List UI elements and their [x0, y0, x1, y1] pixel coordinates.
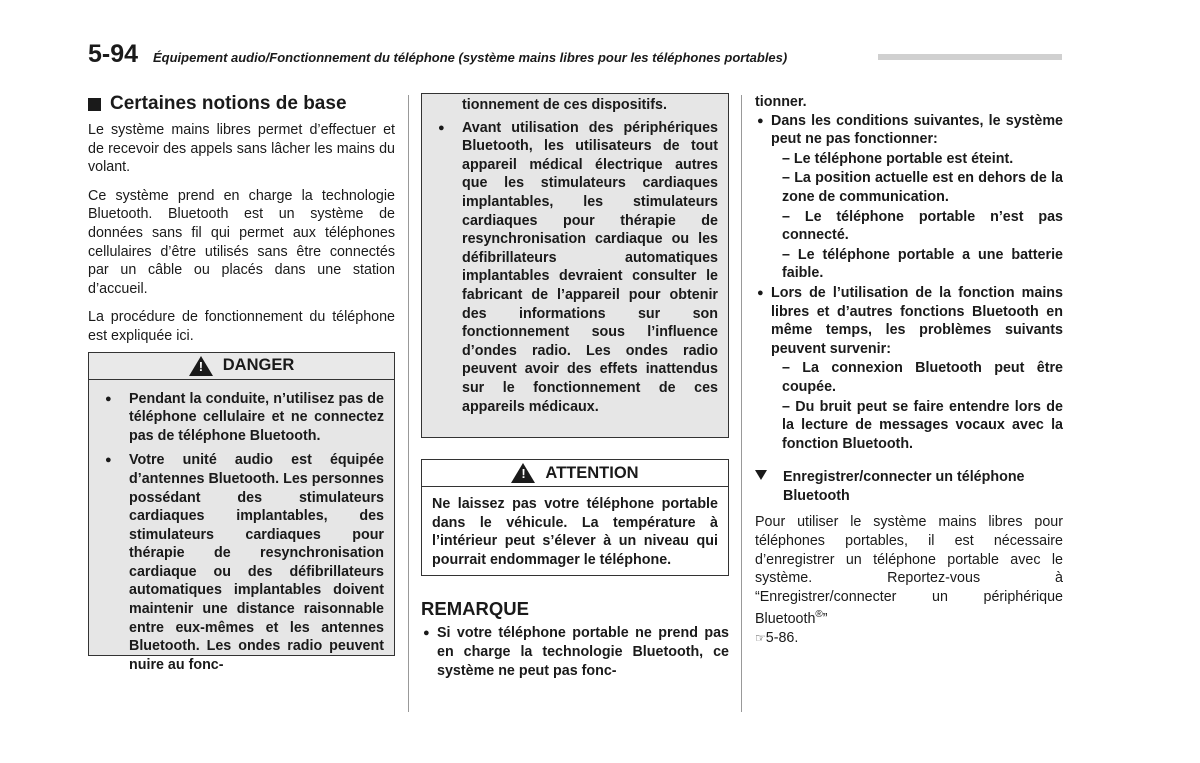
- remark-item-text: Lors de l’utilisation de la fonction mains libres et d’autres fonctions Bluetooth en même temps, les problèmes suivants peuvent survenir:: [771, 284, 1063, 357]
- problem-item: – Du bruit peut se faire entendre lors de la lecture de messages vocaux avec la fonction Bluetooth.: [782, 398, 1063, 452]
- danger-item-text: Pendant la conduite, n’utilisez pas de téléphone cellulaire et ne connectez pas de téléphone Bluetooth.: [129, 390, 384, 444]
- triangle-down-icon: [755, 470, 767, 480]
- attention-box: [421, 487, 729, 576]
- paragraph-procedure: La procédure de fonctionnement du téléphone est expliquée ici.: [88, 309, 395, 344]
- danger-item-continued: [432, 96, 718, 115]
- bullet-icon: ●: [438, 121, 445, 134]
- page-number: 5-94: [88, 40, 139, 68]
- column-3: [755, 93, 1063, 647]
- remark-item: [421, 624, 729, 680]
- condition-item: – Le téléphone portable a une batterie faible.: [782, 246, 1063, 282]
- bullet-icon: ●: [105, 454, 112, 467]
- danger-box-continued: [421, 93, 729, 438]
- bullet-icon: ●: [423, 627, 430, 640]
- danger-item-text: Votre unité audio est équipée d’antennes Bluetooth. Les personnes possédant des stimulateurs cardiaques implantables, des stimulateurs cardiaques pour thérapie de resynchronisation cardiaque ou des défibrillateurs automatiques implantables doivent maintenir une distance raisonnable entre eux-mêmes et les antennes Bluetooth. Les ondes radio peuvent nuire au fonc-: [129, 452, 384, 673]
- column-divider-2: [741, 95, 742, 712]
- danger-label: DANGER: [222, 356, 295, 375]
- section-title: Certaines notions de base: [110, 93, 347, 114]
- attention-text: Ne laissez pas votre téléphone portable dans le véhicule. La température à l’intérieur peut s’élever à un niveau qui pourrait endommager le téléphone.: [432, 496, 718, 568]
- danger-item: [432, 119, 718, 417]
- bullet-icon: ●: [757, 286, 764, 299]
- danger-box: [88, 380, 395, 673]
- warning-triangle-icon: !: [511, 463, 535, 483]
- subsection-text: [755, 513, 1063, 647]
- condition-item: – La position actuelle est en dehors de la zone de communication.: [782, 170, 1063, 205]
- running-title: Équipement audio/Fonctionnement du téléphone (système mains libres pour les téléphones portables): [153, 50, 788, 65]
- paragraph-bluetooth: Ce système prend en charge la technologie Bluetooth. Bluetooth est un système de données sans fil qui permet aux téléphones cellulaires d’être utilisés sans être connectés par un câble ou placés dans une station d’accueil.: [88, 187, 395, 297]
- warning-triangle-icon: !: [189, 356, 213, 376]
- page-reference-icon: ☞: [755, 630, 766, 645]
- bullet-icon: ●: [757, 114, 764, 127]
- attention-label: ATTENTION: [545, 463, 639, 482]
- registered-mark: ®: [815, 609, 823, 621]
- remark-item-text: Si votre téléphone portable ne prend pas en charge la technologie Bluetooth, ce système ne peut pas fonc-: [437, 625, 729, 679]
- column-1: [88, 93, 395, 673]
- danger-header: [88, 352, 395, 380]
- subsection-body: Pour utiliser le système mains libres pour téléphones portables, il est nécessaire d’enregistrer un téléphone portable avec le système. Reportez-vous à “Enregistrer/connecter un périphérique Bluetooth: [755, 514, 1063, 628]
- attention-header: [421, 459, 729, 487]
- page-reference[interactable]: 5-86.: [765, 629, 799, 646]
- remark-item: [755, 112, 1063, 149]
- column-2: [421, 93, 729, 680]
- condition-item: – Le téléphone portable est éteint.: [782, 150, 1014, 167]
- bullet-icon: ●: [105, 392, 112, 405]
- paragraph-intro: Le système mains libres permet d’effectuer et de recevoir des appels sans lâcher les mains du volant.: [88, 122, 395, 176]
- danger-item-text: Avant utilisation des périphériques Bluetooth, les utilisateurs de tout appareil médical électrique autres que les stimulateurs cardiaques implantables, les stimulateurs cardiaques pour thérapie de resynchronisation cardiaque ou les défibrillateurs automatiques implantables devraient consulter le fabricant de l’appareil pour obtenir des informations sur son fonctionnement sous l’influence d’ondes radio. Les ondes radio peuvent avoir des effets inattendus sur le fonctionnement de ces appareils médicaux.: [462, 119, 718, 415]
- remark-item-text: Dans les conditions suivantes, le système peut ne pas fonctionner:: [771, 112, 1063, 148]
- condition-item: – Le téléphone portable n’est pas connecté.: [782, 208, 1063, 244]
- remark-item: [755, 284, 1063, 358]
- square-bullet-icon: [88, 98, 101, 111]
- danger-cont-text: tionnement de ces dispositifs.: [462, 97, 667, 113]
- subsection-heading: [755, 468, 1063, 505]
- remark-title: REMARQUE: [421, 598, 529, 620]
- closing-quote: ”: [822, 611, 828, 628]
- section-heading: [88, 93, 395, 115]
- danger-item: [99, 451, 384, 674]
- column-divider-1: [408, 95, 409, 712]
- remark-continued: tionner.: [755, 94, 807, 110]
- danger-item: [99, 390, 384, 446]
- problem-item: – La connexion Bluetooth peut être coupée.: [782, 360, 1063, 395]
- subsection-title: Enregistrer/connecter un téléphone Bluetooth: [783, 469, 1025, 504]
